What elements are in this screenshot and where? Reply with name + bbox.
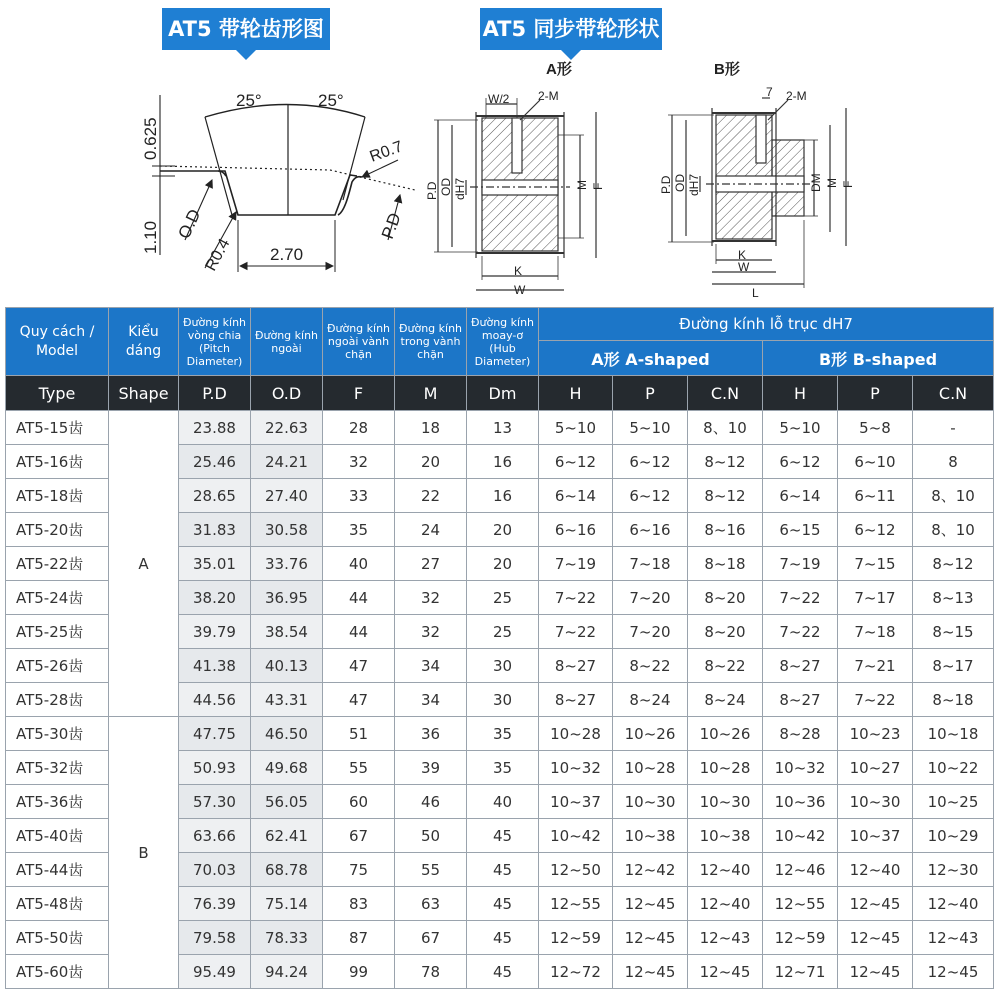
cell-b-p: 12~45	[838, 955, 913, 989]
cell-a-h: 12~72	[539, 955, 613, 989]
cell-b-cn: 8~15	[913, 615, 994, 649]
cell-a-h: 8~27	[539, 683, 613, 717]
cell-b-p: 7~17	[838, 581, 913, 615]
cell-a-h: 10~42	[539, 819, 613, 853]
angle-right-label: 25°	[318, 91, 344, 110]
cell-f: 55	[323, 751, 395, 785]
cell-dm: 25	[467, 581, 539, 615]
cell-a-p: 12~42	[613, 853, 688, 887]
cell-f: 40	[323, 547, 395, 581]
cell-b-p: 12~40	[838, 853, 913, 887]
cell-m: 50	[395, 819, 467, 853]
col-m-header: Đường kính trong vành chặn	[395, 308, 467, 376]
shape-a-m-note: 2-M	[538, 89, 559, 103]
cell-a-h: 6~12	[539, 445, 613, 479]
cell-m: 63	[395, 887, 467, 921]
cell-dm: 35	[467, 717, 539, 751]
cell-a-cn: 8~20	[688, 581, 763, 615]
cell-b-cn: -	[913, 411, 994, 445]
cell-pd: 41.38	[179, 649, 251, 683]
shape-b-m: M	[825, 178, 839, 188]
cell-od: 62.41	[251, 819, 323, 853]
cell-b-p: 10~30	[838, 785, 913, 819]
cell-b-cn: 12~45	[913, 955, 994, 989]
cell-b-h: 10~36	[763, 785, 838, 819]
cell-m: 34	[395, 649, 467, 683]
cell-a-cn: 12~40	[688, 887, 763, 921]
cell-pd: 95.49	[179, 955, 251, 989]
cell-f: 35	[323, 513, 395, 547]
header-row-3	[6, 376, 994, 411]
shape-a-f: F	[591, 182, 605, 190]
cell-type: AT5-25齿	[6, 615, 109, 649]
shape-b-seven: 7	[766, 85, 773, 99]
cell-a-p: 8~24	[613, 683, 688, 717]
cell-f: 28	[323, 411, 395, 445]
cell-dm: 13	[467, 411, 539, 445]
cell-type: AT5-44齿	[6, 853, 109, 887]
cell-a-h: 5~10	[539, 411, 613, 445]
sub-header-m: M	[395, 376, 467, 411]
cell-f: 51	[323, 717, 395, 751]
cell-pd: 28.65	[179, 479, 251, 513]
shape-b-f: F	[841, 180, 855, 188]
cell-a-cn: 10~30	[688, 785, 763, 819]
cell-od: 94.24	[251, 955, 323, 989]
sub-header-f: F	[323, 376, 395, 411]
b-shaped-header: B形 B-shaped	[763, 341, 994, 376]
cell-od: 30.58	[251, 513, 323, 547]
cell-pd: 47.75	[179, 717, 251, 751]
cell-b-p: 6~12	[838, 513, 913, 547]
cell-a-p: 10~38	[613, 819, 688, 853]
tooth-width-label: 2.70	[270, 245, 304, 264]
cell-a-p: 7~18	[613, 547, 688, 581]
cell-b-cn: 10~22	[913, 751, 994, 785]
cell-od: 36.95	[251, 581, 323, 615]
shape-b-cell: B	[109, 717, 179, 989]
cell-a-p: 7~20	[613, 581, 688, 615]
cell-b-h: 8~27	[763, 649, 838, 683]
cell-dm: 20	[467, 547, 539, 581]
cell-b-cn: 12~43	[913, 921, 994, 955]
height-bottom-label: 1.10	[141, 220, 160, 254]
cell-a-h: 6~14	[539, 479, 613, 513]
cell-a-cn: 8~18	[688, 547, 763, 581]
sub-header-b-h: H	[763, 376, 838, 411]
cell-b-h: 8~28	[763, 717, 838, 751]
cell-m: 24	[395, 513, 467, 547]
cell-b-p: 7~18	[838, 615, 913, 649]
cell-b-h: 10~42	[763, 819, 838, 853]
cell-b-cn: 10~18	[913, 717, 994, 751]
cell-b-h: 5~10	[763, 411, 838, 445]
cell-a-h: 7~19	[539, 547, 613, 581]
shape-a-pd: P.D	[425, 181, 439, 200]
od-label: O.D	[174, 206, 205, 242]
cell-dm: 16	[467, 479, 539, 513]
shape-a-m: M	[575, 180, 589, 190]
cell-a-cn: 8~22	[688, 649, 763, 683]
cell-od: 40.13	[251, 649, 323, 683]
cell-pd: 31.83	[179, 513, 251, 547]
sub-header-a-h: H	[539, 376, 613, 411]
cell-b-cn: 10~29	[913, 819, 994, 853]
cell-dm: 45	[467, 853, 539, 887]
cell-b-cn: 8~12	[913, 547, 994, 581]
cell-pd: 25.46	[179, 445, 251, 479]
cell-type: AT5-20齿	[6, 513, 109, 547]
shape-b-title: B形	[714, 61, 740, 78]
cell-f: 47	[323, 649, 395, 683]
sub-header-b-p: P	[838, 376, 913, 411]
cell-b-cn: 8、10	[913, 513, 994, 547]
cell-a-cn: 8~20	[688, 615, 763, 649]
cell-f: 83	[323, 887, 395, 921]
cell-type: AT5-36齿	[6, 785, 109, 819]
a-shaped-header: A形 A-shaped	[539, 341, 763, 376]
cell-type: AT5-32齿	[6, 751, 109, 785]
cell-f: 44	[323, 581, 395, 615]
sub-header-a-p: P	[613, 376, 688, 411]
col-od-header: Đường kính ngoài	[251, 308, 323, 376]
cell-b-h: 7~19	[763, 547, 838, 581]
col-bore-header: Đường kính lỗ trục dH7	[539, 308, 994, 341]
pd-label: P.D	[377, 210, 405, 242]
cell-a-cn: 8~12	[688, 479, 763, 513]
cell-m: 32	[395, 581, 467, 615]
pulley-shape-banner: AT5 同步带轮形状	[480, 8, 662, 50]
cell-a-h: 8~27	[539, 649, 613, 683]
angle-left-label: 25°	[236, 91, 262, 110]
sub-header-dm: Dm	[467, 376, 539, 411]
cell-od: 33.76	[251, 547, 323, 581]
cell-b-p: 12~45	[838, 887, 913, 921]
cell-f: 87	[323, 921, 395, 955]
cell-a-p: 8~22	[613, 649, 688, 683]
cell-type: AT5-15齿	[6, 411, 109, 445]
cell-f: 67	[323, 819, 395, 853]
cell-type: AT5-18齿	[6, 479, 109, 513]
shape-b-w: W	[738, 260, 750, 274]
cell-a-h: 10~37	[539, 785, 613, 819]
cell-b-cn: 8	[913, 445, 994, 479]
cell-type: AT5-48齿	[6, 887, 109, 921]
sub-header-type: Type	[6, 376, 109, 411]
cell-b-cn: 12~30	[913, 853, 994, 887]
cell-pd: 79.58	[179, 921, 251, 955]
cell-b-p: 12~45	[838, 921, 913, 955]
cell-m: 27	[395, 547, 467, 581]
col-f-header: Đường kính ngoài vành chặn	[323, 308, 395, 376]
cell-m: 78	[395, 955, 467, 989]
cell-b-p: 6~10	[838, 445, 913, 479]
cell-m: 22	[395, 479, 467, 513]
cell-dm: 16	[467, 445, 539, 479]
cell-a-h: 7~22	[539, 581, 613, 615]
shape-b-m-note: 2-M	[786, 89, 807, 103]
cell-od: 49.68	[251, 751, 323, 785]
cell-b-cn: 10~25	[913, 785, 994, 819]
shape-a-w: W	[514, 283, 526, 297]
radius-top-label: R0.7	[367, 138, 406, 166]
cell-m: 20	[395, 445, 467, 479]
cell-b-h: 7~22	[763, 615, 838, 649]
cell-dm: 45	[467, 921, 539, 955]
cell-dm: 45	[467, 955, 539, 989]
cell-b-h: 12~71	[763, 955, 838, 989]
cell-pd: 39.79	[179, 615, 251, 649]
cell-a-p: 10~26	[613, 717, 688, 751]
cell-b-p: 10~37	[838, 819, 913, 853]
cell-a-cn: 8~12	[688, 445, 763, 479]
cell-b-cn: 8、10	[913, 479, 994, 513]
cell-b-h: 12~59	[763, 921, 838, 955]
cell-type: AT5-16齿	[6, 445, 109, 479]
cell-a-h: 12~50	[539, 853, 613, 887]
cell-b-p: 7~15	[838, 547, 913, 581]
cell-a-cn: 10~28	[688, 751, 763, 785]
cell-b-cn: 8~18	[913, 683, 994, 717]
cell-b-h: 10~32	[763, 751, 838, 785]
shape-a-cell: A	[109, 411, 179, 717]
cell-od: 56.05	[251, 785, 323, 819]
cell-b-cn: 8~17	[913, 649, 994, 683]
shape-b-k: K	[738, 248, 747, 262]
col-shape-header: Kiểu dáng	[109, 308, 179, 376]
header-row-1	[6, 308, 994, 341]
cell-a-cn: 12~45	[688, 955, 763, 989]
cell-m: 34	[395, 683, 467, 717]
cell-f: 60	[323, 785, 395, 819]
cell-f: 44	[323, 615, 395, 649]
cell-type: AT5-22齿	[6, 547, 109, 581]
cell-a-cn: 8、10	[688, 411, 763, 445]
cell-pd: 63.66	[179, 819, 251, 853]
technical-drawings	[0, 0, 1000, 300]
cell-od: 43.31	[251, 683, 323, 717]
cell-m: 67	[395, 921, 467, 955]
cell-type: AT5-40齿	[6, 819, 109, 853]
shape-b-pd: P.D	[659, 175, 673, 194]
spec-table-body	[6, 411, 994, 989]
cell-a-p: 6~12	[613, 479, 688, 513]
cell-dm: 45	[467, 819, 539, 853]
shape-b-od: OD	[673, 174, 687, 192]
cell-a-h: 12~59	[539, 921, 613, 955]
cell-pd: 23.88	[179, 411, 251, 445]
cell-dm: 35	[467, 751, 539, 785]
cell-dm: 25	[467, 615, 539, 649]
cell-a-h: 6~16	[539, 513, 613, 547]
radius-bottom-label: R0.4	[202, 236, 234, 274]
sub-header-shape: Shape	[109, 376, 179, 411]
shape-a-dh7: dH7	[453, 177, 467, 200]
cell-pd: 35.01	[179, 547, 251, 581]
cell-pd: 50.93	[179, 751, 251, 785]
cell-od: 22.63	[251, 411, 323, 445]
cell-od: 78.33	[251, 921, 323, 955]
table-row	[6, 717, 994, 751]
cell-a-cn: 10~38	[688, 819, 763, 853]
cell-a-p: 7~20	[613, 615, 688, 649]
cell-b-cn: 8~13	[913, 581, 994, 615]
cell-m: 46	[395, 785, 467, 819]
cell-a-p: 10~28	[613, 751, 688, 785]
cell-b-h: 7~22	[763, 581, 838, 615]
cell-a-p: 12~45	[613, 955, 688, 989]
cell-pd: 76.39	[179, 887, 251, 921]
cell-f: 33	[323, 479, 395, 513]
cell-f: 99	[323, 955, 395, 989]
cell-od: 68.78	[251, 853, 323, 887]
cell-a-p: 12~45	[613, 887, 688, 921]
cell-a-cn: 12~40	[688, 853, 763, 887]
cell-m: 32	[395, 615, 467, 649]
cell-type: AT5-28齿	[6, 683, 109, 717]
cell-b-h: 12~46	[763, 853, 838, 887]
cell-type: AT5-60齿	[6, 955, 109, 989]
shape-b-l: L	[752, 286, 759, 300]
col-dm-header: Đường kính moay-ơ (Hub Diameter)	[467, 308, 539, 376]
shape-b-dh7: dH7	[687, 173, 701, 196]
cell-od: 46.50	[251, 717, 323, 751]
cell-f: 32	[323, 445, 395, 479]
cell-od: 38.54	[251, 615, 323, 649]
cell-f: 75	[323, 853, 395, 887]
cell-type: AT5-50齿	[6, 921, 109, 955]
cell-a-cn: 8~24	[688, 683, 763, 717]
cell-dm: 30	[467, 649, 539, 683]
cell-type: AT5-24齿	[6, 581, 109, 615]
cell-b-h: 8~27	[763, 683, 838, 717]
tooth-profile-banner: AT5 带轮齿形图	[162, 8, 330, 50]
cell-b-p: 6~11	[838, 479, 913, 513]
cell-pd: 44.56	[179, 683, 251, 717]
cell-b-h: 12~55	[763, 887, 838, 921]
cell-od: 75.14	[251, 887, 323, 921]
cell-pd: 38.20	[179, 581, 251, 615]
col-model-header: Quy cách / Model	[6, 308, 109, 376]
cell-b-p: 5~8	[838, 411, 913, 445]
cell-b-p: 10~27	[838, 751, 913, 785]
cell-od: 24.21	[251, 445, 323, 479]
spec-table	[5, 307, 994, 989]
sub-header-pd: P.D	[179, 376, 251, 411]
cell-b-p: 7~21	[838, 649, 913, 683]
shape-a-k: K	[514, 264, 523, 278]
sub-header-b-cn: C.N	[913, 376, 994, 411]
shape-a-od: OD	[439, 178, 453, 196]
cell-a-p: 6~16	[613, 513, 688, 547]
cell-a-p: 10~30	[613, 785, 688, 819]
sub-header-od: O.D	[251, 376, 323, 411]
cell-b-p: 10~23	[838, 717, 913, 751]
cell-f: 47	[323, 683, 395, 717]
cell-m: 18	[395, 411, 467, 445]
cell-m: 55	[395, 853, 467, 887]
cell-dm: 45	[467, 887, 539, 921]
cell-a-h: 12~55	[539, 887, 613, 921]
cell-b-cn: 12~40	[913, 887, 994, 921]
shape-a-w2: W/2	[488, 92, 510, 106]
height-top-label: 0.625	[141, 117, 160, 160]
cell-a-cn: 12~43	[688, 921, 763, 955]
cell-a-p: 5~10	[613, 411, 688, 445]
cell-pd: 57.30	[179, 785, 251, 819]
cell-dm: 40	[467, 785, 539, 819]
cell-m: 39	[395, 751, 467, 785]
cell-m: 36	[395, 717, 467, 751]
cell-a-p: 6~12	[613, 445, 688, 479]
cell-a-h: 10~28	[539, 717, 613, 751]
sub-header-a-cn: C.N	[688, 376, 763, 411]
cell-b-h: 6~14	[763, 479, 838, 513]
cell-dm: 20	[467, 513, 539, 547]
cell-od: 27.40	[251, 479, 323, 513]
cell-type: AT5-26齿	[6, 649, 109, 683]
cell-type: AT5-30齿	[6, 717, 109, 751]
cell-a-cn: 10~26	[688, 717, 763, 751]
cell-a-h: 7~22	[539, 615, 613, 649]
cell-a-cn: 8~16	[688, 513, 763, 547]
cell-a-p: 12~45	[613, 921, 688, 955]
cell-b-p: 7~22	[838, 683, 913, 717]
shape-a-title: A形	[546, 61, 572, 78]
cell-a-h: 10~32	[539, 751, 613, 785]
cell-dm: 30	[467, 683, 539, 717]
cell-b-h: 6~12	[763, 445, 838, 479]
table-row	[6, 411, 994, 445]
shape-b-dm: DM	[809, 173, 823, 192]
cell-pd: 70.03	[179, 853, 251, 887]
cell-b-h: 6~15	[763, 513, 838, 547]
col-pd-header: Đường kính vòng chia (Pitch Diameter)	[179, 308, 251, 376]
